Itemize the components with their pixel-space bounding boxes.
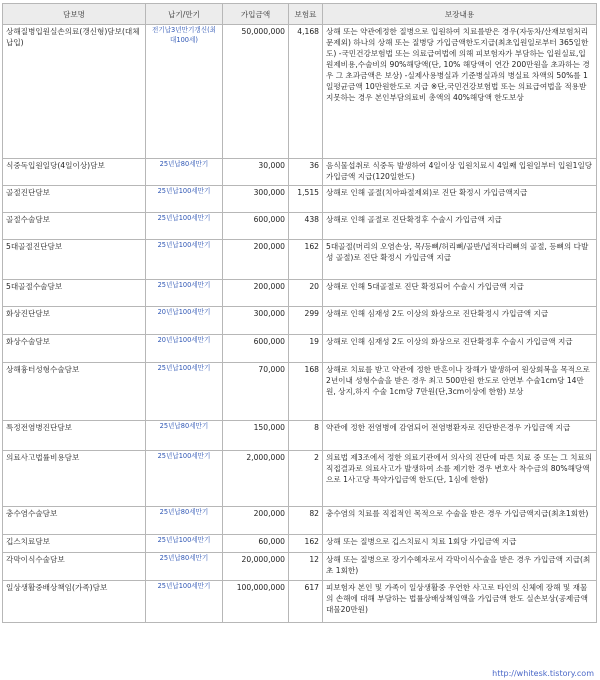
- cell-amount: 300,000: [223, 307, 289, 335]
- cell-name: 5대골절진단담보: [3, 240, 146, 280]
- cell-coverage: 피보험자 본인 및 가족이 일상생활중 우연한 사고로 타인의 신체에 장해 및 재물의 손해에 대해 부담하는 법률상배상책임액을 가입금액 한도 실손보상(공제금액 대물20만원): [323, 581, 597, 623]
- cell-coverage: 상해로 인해 심재성 2도 이상의 화상으로 진단확정시 가입금액 지급: [323, 307, 597, 335]
- cell-amount: 150,000: [223, 421, 289, 451]
- cell-term: 25년납80세만기: [146, 507, 223, 535]
- table-row: [3, 186, 597, 213]
- table-row: [3, 307, 597, 335]
- table-row: [3, 213, 597, 240]
- table-row: [3, 240, 597, 280]
- cell-coverage: 상해로 인해 5대골절로 진단 확정되어 수술시 가입금액 지급: [323, 280, 597, 307]
- table-row: [3, 363, 597, 421]
- cell-term: 25년납100세만기: [146, 280, 223, 307]
- cell-premium: 4,168: [289, 25, 323, 159]
- table-header-row: [3, 4, 597, 25]
- cell-name: 충수염수술담보: [3, 507, 146, 535]
- cell-premium: 162: [289, 240, 323, 280]
- cell-premium: 8: [289, 421, 323, 451]
- cell-coverage: 상해로 인해 골절(치아파절제외)로 진단 확정시 가입금액지급: [323, 186, 597, 213]
- table-row: [3, 535, 597, 553]
- cell-premium: 617: [289, 581, 323, 623]
- cell-name: 특정전염병진단담보: [3, 421, 146, 451]
- cell-name: 5대골절수술담보: [3, 280, 146, 307]
- table-row: [3, 25, 597, 159]
- cell-term: 25년납100세만기: [146, 581, 223, 623]
- cell-amount: 20,000,000: [223, 553, 289, 581]
- cell-term: 25년납100세만기: [146, 363, 223, 421]
- cell-amount: 600,000: [223, 213, 289, 240]
- cell-amount: 600,000: [223, 335, 289, 363]
- table-row: [3, 421, 597, 451]
- table-row: [3, 280, 597, 307]
- cell-amount: 200,000: [223, 507, 289, 535]
- cell-name: 상해질병입원실손의료(갱신형)담보(대체납입): [3, 25, 146, 159]
- cell-name: 골절진단담보: [3, 186, 146, 213]
- cell-name: 화상진단담보: [3, 307, 146, 335]
- cell-premium: 82: [289, 507, 323, 535]
- cell-term: 25년납80세만기: [146, 159, 223, 186]
- cell-coverage: 충수염의 치료를 직접적인 목적으로 수술을 받은 경우 가입금액지급(최초1회한): [323, 507, 597, 535]
- cell-coverage: 상해 또는 질병으로 깁스치료시 치료 1회당 가입금액 지급: [323, 535, 597, 553]
- cell-name: 각막이식수술담보: [3, 553, 146, 581]
- cell-name: 의료사고법률비용담보: [3, 451, 146, 507]
- cell-term: 25년납80세만기: [146, 553, 223, 581]
- cell-premium: 20: [289, 280, 323, 307]
- table-row: [3, 451, 597, 507]
- table-row: [3, 335, 597, 363]
- cell-amount: 200,000: [223, 240, 289, 280]
- cell-amount: 300,000: [223, 186, 289, 213]
- cell-name: 화상수술담보: [3, 335, 146, 363]
- cell-coverage: 음식물섭취로 식중독 발생하여 4일이상 입원치료시 4일째 입원일부터 입원1일당 가입금액 지급(120일한도): [323, 159, 597, 186]
- cell-amount: 60,000: [223, 535, 289, 553]
- cell-premium: 1,515: [289, 186, 323, 213]
- cell-coverage: 상해로 치료를 받고 약관에 정한 반흔이나 장해가 발생하여 원상회복을 목적으로 2년이내 성형수술을 받은 경우 최고 500만원 한도로 안면부 수술1cm당 14만원, 상지,하지 수술 1cm당 7만원(단,3cm이상에 한함) 보상: [323, 363, 597, 421]
- cell-amount: 70,000: [223, 363, 289, 421]
- cell-term: 25년납100세만기: [146, 451, 223, 507]
- cell-term: 25년납100세만기: [146, 240, 223, 280]
- table-row: [3, 159, 597, 186]
- header-amount: 가입금액: [223, 4, 289, 25]
- table-row: [3, 507, 597, 535]
- header-name: 담보명: [3, 4, 146, 25]
- cell-premium: 299: [289, 307, 323, 335]
- cell-coverage: 5대골절(머리의 오염손상, 목/등뼈/허리뼈/골반/넙적다리뼈의 골절, 등뼈의 다발성 골절)로 진단 확정시 가입금액 지급: [323, 240, 597, 280]
- cell-term: 전기납3년만기갱신(최대100세): [146, 25, 223, 159]
- cell-coverage: 상해 또는 약관에정한 질병으로 입원하여 치료를받은 경우(자동차/산재보험처리문제외) 하나의 상해 또는 질병당 가입금액한도지급(최초입원일로부터 365일한도) -국민건강보험법 또는 의료급여법에 의해 피보험자가 부담하는 입원실료,입원제비용,수술비의 90%해당액(단, 10% 해당액이 연간 200만원을 초과하는 경우 그 초과금액은 보상) -실제사용병실과 기준병실과의 병실료 차액의 50%를 1일평균금액 10만원한도로 지급 ※단,국민건강보험법 또는 의료급여법을 적용받지못하는 경우 본인부담의료비 총액의 40%해당액 한도보상: [323, 25, 597, 159]
- cell-term: 25년납100세만기: [146, 213, 223, 240]
- cell-coverage: 상해 또는 질병으로 장기수혜자로서 각막이식수술을 받은 경우 가입금액 지급(최초 1회한): [323, 553, 597, 581]
- header-premium: 보험료: [289, 4, 323, 25]
- cell-premium: 12: [289, 553, 323, 581]
- cell-name: 상해흉터성형수술담보: [3, 363, 146, 421]
- cell-premium: 438: [289, 213, 323, 240]
- cell-name: 일상생활중배상책임(가족)담보: [3, 581, 146, 623]
- cell-coverage: 약관에 정한 전염병에 감염되어 전염병환자로 진단받은경우 가입금액 지급: [323, 421, 597, 451]
- source-watermark: http://whitesk.tistory.com: [492, 669, 594, 678]
- cell-name: 식중독입원일당(4일이상)담보: [3, 159, 146, 186]
- cell-coverage: 상해로 인해 골절로 진단확정후 수술시 가입금액 지급: [323, 213, 597, 240]
- cell-term: 25년납80세만기: [146, 421, 223, 451]
- header-coverage: 보장내용: [323, 4, 597, 25]
- cell-amount: 2,000,000: [223, 451, 289, 507]
- table-row: [3, 553, 597, 581]
- cell-coverage: 상해로 인해 심재성 2도 이상의 화상으로 진단확정후 수술시 가입금액 지급: [323, 335, 597, 363]
- cell-term: 25년납100세만기: [146, 186, 223, 213]
- cell-premium: 2: [289, 451, 323, 507]
- cell-name: 골절수술담보: [3, 213, 146, 240]
- cell-amount: 50,000,000: [223, 25, 289, 159]
- header-term: 납기/만기: [146, 4, 223, 25]
- cell-term: 25년납100세만기: [146, 535, 223, 553]
- cell-premium: 36: [289, 159, 323, 186]
- cell-amount: 200,000: [223, 280, 289, 307]
- cell-name: 깁스치료담보: [3, 535, 146, 553]
- cell-term: 20년납100세만기: [146, 307, 223, 335]
- cell-premium: 162: [289, 535, 323, 553]
- cell-amount: 100,000,000: [223, 581, 289, 623]
- cell-premium: 19: [289, 335, 323, 363]
- cell-premium: 168: [289, 363, 323, 421]
- cell-term: 20년납100세만기: [146, 335, 223, 363]
- table-body: [3, 25, 597, 623]
- cell-amount: 30,000: [223, 159, 289, 186]
- cell-coverage: 의료법 제3조에서 정한 의료기관에서 의사의 진단에 따른 치료 중 또는 그 치료의 직접결과로 의료사고가 발생하여 소를 제기한 경우 변호사 착수금의 80%해당액으로 1사고당 특약가입금액 한도(단, 1심에 한함): [323, 451, 597, 507]
- table-row: [3, 581, 597, 623]
- coverage-table: [2, 3, 597, 623]
